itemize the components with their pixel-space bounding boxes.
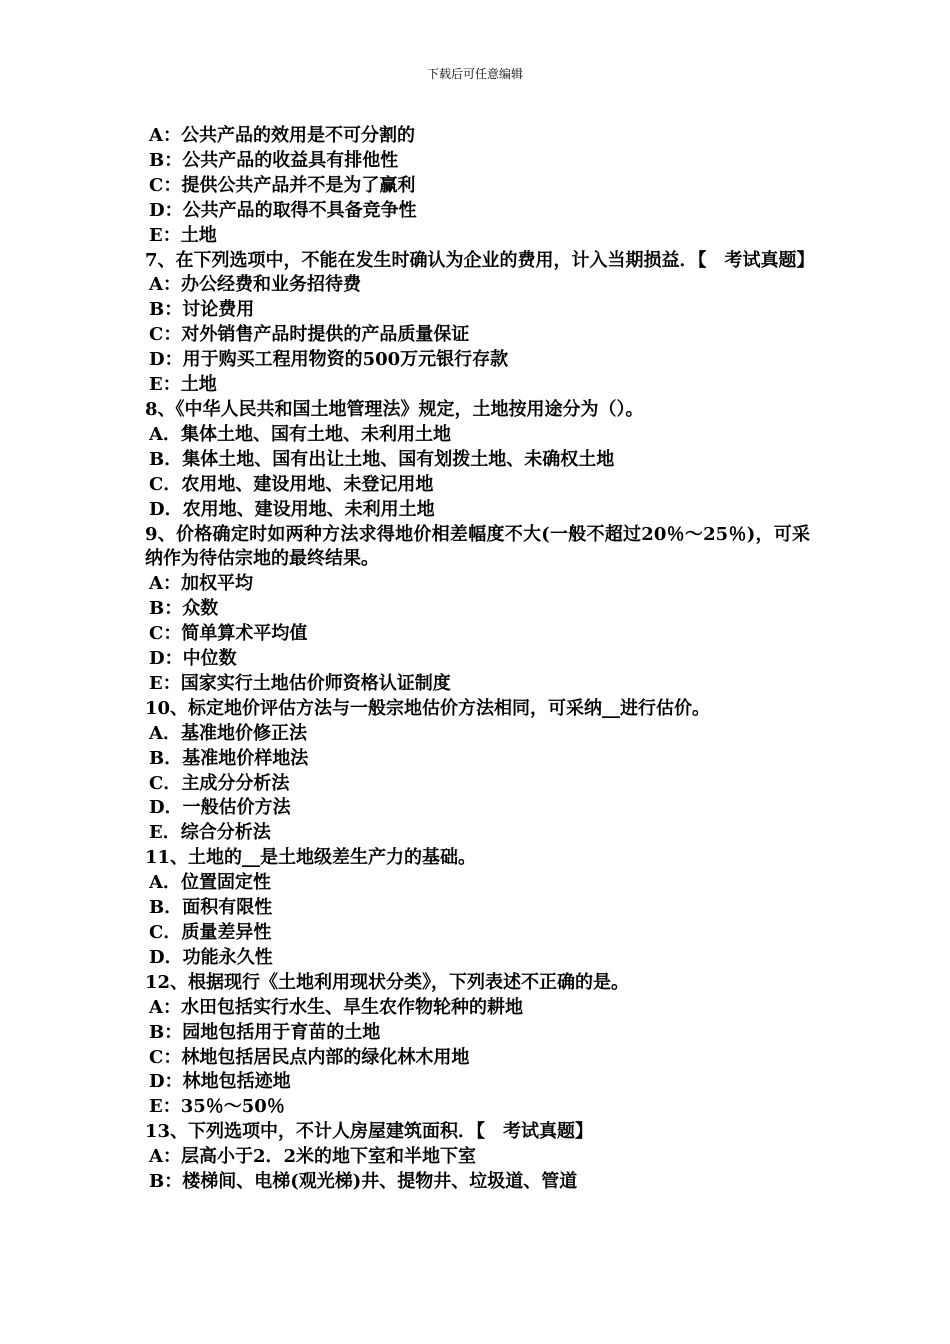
answer-option: C．主成分分析法 — [149, 772, 290, 794]
answer-option: C：林地包括居民点内部的绿化林木用地 — [149, 1046, 470, 1068]
document-body — [145, 124, 815, 1195]
answer-option: A．基准地价修正法 — [149, 722, 307, 744]
answer-option: B．面积有限性 — [149, 897, 273, 919]
answer-option: A．位置固定性 — [149, 872, 271, 894]
answer-option: A：加权平均 — [149, 573, 253, 595]
answer-option: B：讨论费用 — [149, 299, 255, 321]
answer-option: D：公共产品的取得不具备竞争性 — [149, 199, 417, 221]
answer-option: E：土地 — [149, 374, 217, 396]
question-text: 13、下列选项中，不计人房屋建筑面积．【 考试真题】 — [145, 1121, 594, 1143]
answer-option: C：提供公共产品并不是为了赢利 — [149, 174, 416, 196]
answer-option: B：楼梯间、电梯(观光梯)井、提物井、垃圾道、管道 — [149, 1171, 578, 1193]
answer-option: A：办公经费和业务招待费 — [149, 274, 361, 296]
question-text: 8、《中华人民共和国土地管理法》规定，土地按用途分为（）。 — [145, 398, 644, 420]
answer-option: A．集体土地、国有土地、未利用土地 — [149, 423, 451, 445]
answer-option: B．基准地价样地法 — [149, 747, 309, 769]
answer-option: C：简单算术平均值 — [149, 623, 308, 645]
answer-option: B：公共产品的收益具有排他性 — [149, 149, 399, 171]
answer-option: B：园地包括用于育苗的土地 — [149, 1021, 381, 1043]
answer-option: D：中位数 — [149, 648, 237, 670]
answer-option: E：国家实行土地估价师资格认证制度 — [149, 672, 451, 694]
answer-option: C．质量差异性 — [149, 922, 272, 943]
question-text: 9、价格确定时如两种方法求得地价相差幅度不大(一般不超过20％～25％)，可采纳作为待估宗地的最终结果。 — [145, 523, 810, 570]
answer-option: A：层高小于2．2米的地下室和半地下室 — [149, 1146, 477, 1168]
answer-option: D：林地包括迹地 — [149, 1071, 291, 1093]
question-text: 11、土地的__是土地级差生产力的基础。 — [145, 847, 477, 869]
answer-option: E．综合分析法 — [149, 822, 271, 844]
answer-option: C．农用地、建设用地、未登记用地 — [149, 473, 434, 495]
answer-option: D．农用地、建设用地、未利用土地 — [149, 498, 435, 520]
answer-option: B．集体土地、国有出让土地、国有划拨土地、未确权土地 — [149, 448, 615, 470]
answer-option: E：35％～50％ — [149, 1096, 285, 1118]
answer-option: A：水田包括实行水生、旱生农作物轮种的耕地 — [149, 996, 523, 1018]
answer-option: D．功能永久性 — [149, 946, 273, 968]
answer-option: E：土地 — [149, 224, 217, 246]
question-text: 7、在下列选项中，不能在发生时确认为企业的费用，计入当期损益．【 考试真题】 — [145, 249, 815, 271]
answer-option: B：众数 — [149, 598, 219, 620]
answer-option: D．一般估价方法 — [149, 797, 291, 819]
page-header: 下载后可任意编辑 — [426, 67, 523, 81]
question-text: 10、标定地价评估方法与一般宗地估价方法相同，可采纳__进行估价。 — [145, 697, 711, 719]
question-text: 12、根据现行《土地利用现状分类》，下列表述不正确的是。 — [145, 971, 630, 993]
answer-option: D：用于购买工程用物资的500万元银行存款 — [149, 349, 509, 371]
answer-option: C：对外销售产品时提供的产品质量保证 — [149, 324, 470, 346]
answer-option: A：公共产品的效用是不可分割的 — [149, 125, 415, 146]
